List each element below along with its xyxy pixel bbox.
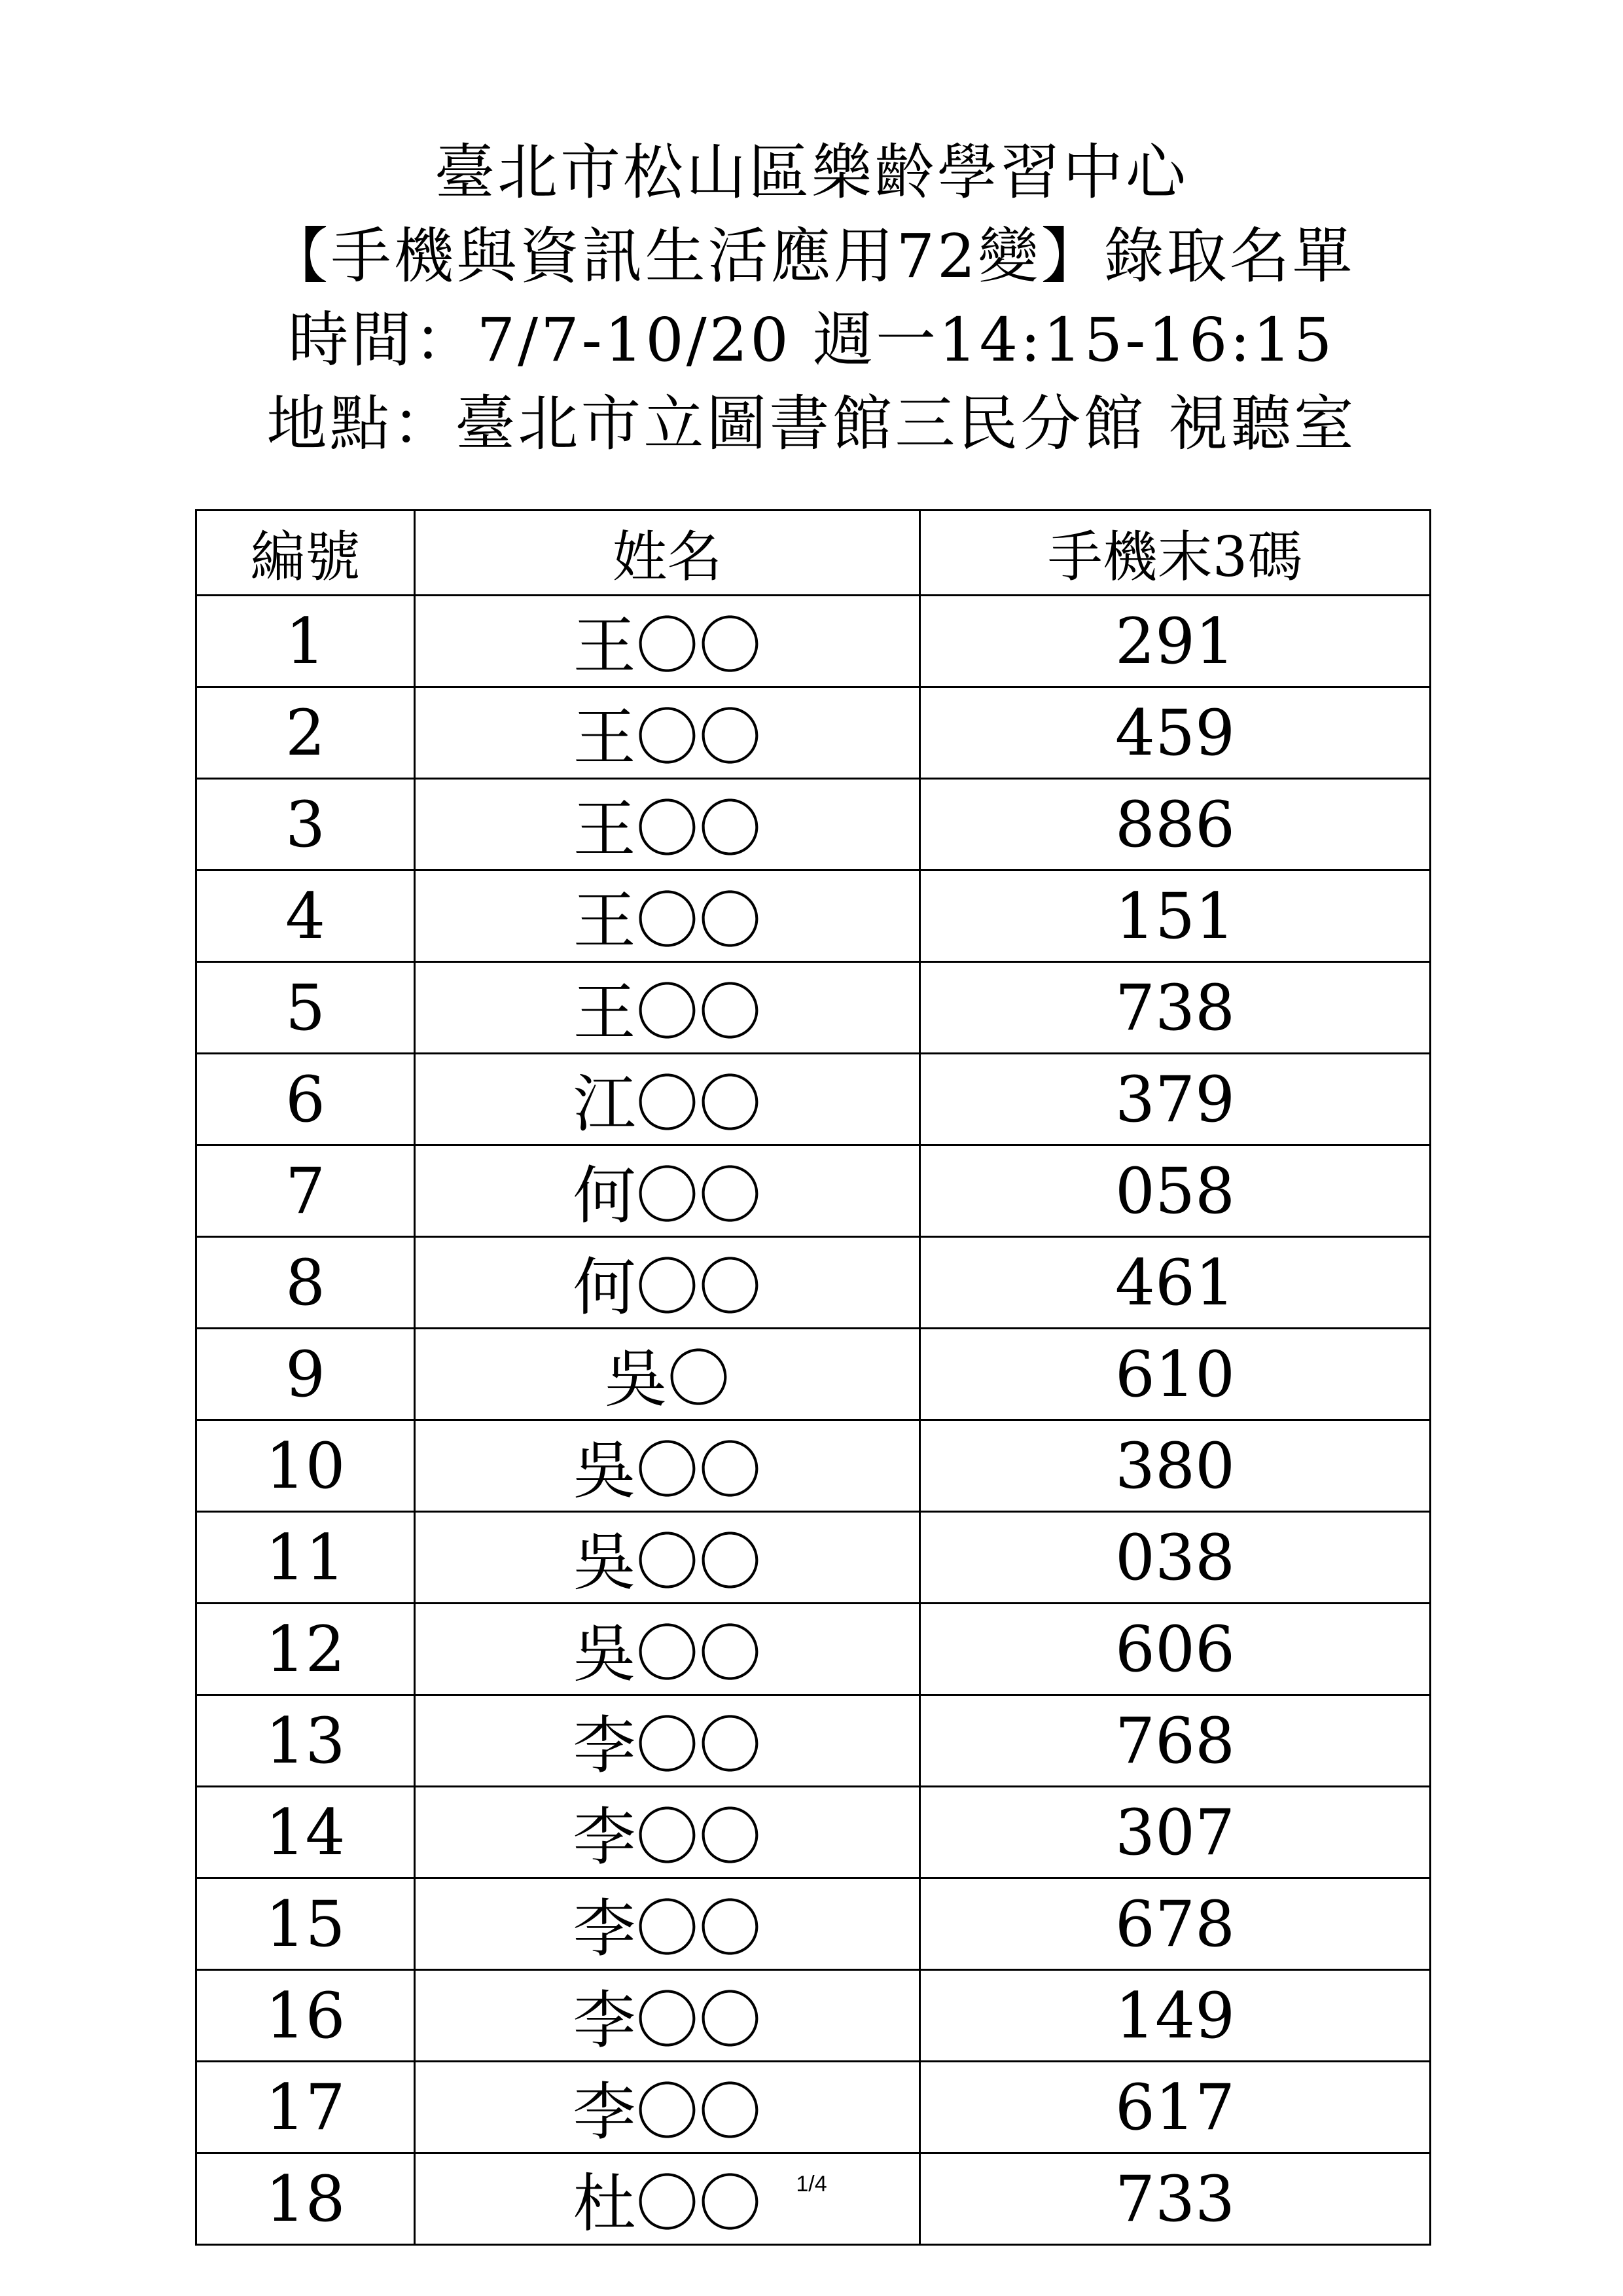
- cell-phone-last3: 038: [920, 1512, 1431, 1604]
- table-row: [196, 1695, 1431, 1787]
- cell-number: 11: [196, 1512, 415, 1604]
- cell-number: 12: [196, 1604, 415, 1695]
- cell-number: 18: [196, 2153, 415, 2245]
- cell-phone-last3: 610: [920, 1329, 1431, 1420]
- cell-number: 13: [196, 1695, 415, 1787]
- cell-phone-last3: 380: [920, 1420, 1431, 1512]
- cell-phone-last3: 768: [920, 1695, 1431, 1787]
- cell-name: 吳〇: [415, 1329, 920, 1420]
- cell-name: 王〇〇: [415, 687, 920, 779]
- cell-name: 李〇〇: [415, 1878, 920, 1970]
- table-row: [196, 1054, 1431, 1145]
- organization-title: 臺北市松山區樂齡學習中心: [434, 137, 1188, 207]
- table-row: [196, 687, 1431, 779]
- cell-number: 4: [196, 870, 415, 962]
- cell-name: 王〇〇: [415, 962, 920, 1054]
- cell-number: 15: [196, 1878, 415, 1970]
- cell-number: 2: [196, 687, 415, 779]
- cell-name: 王〇〇: [415, 779, 920, 870]
- cell-number: 7: [196, 1145, 415, 1237]
- location-line: 地點：臺北市立圖書館三民分館 視聽室: [266, 389, 1357, 459]
- cell-name: 吳〇〇: [415, 1604, 920, 1695]
- cell-phone-last3: 151: [920, 870, 1431, 962]
- cell-number: 8: [196, 1237, 415, 1329]
- cell-number: 9: [196, 1329, 415, 1420]
- table-row: [196, 1787, 1431, 1878]
- list-title: 【手機與資訊生活應用72變】錄取名單: [268, 221, 1355, 291]
- table-row: [196, 1420, 1431, 1512]
- cell-phone-last3: 058: [920, 1145, 1431, 1237]
- cell-number: 10: [196, 1420, 415, 1512]
- cell-phone-last3: 617: [920, 2062, 1431, 2153]
- cell-name: 王〇〇: [415, 870, 920, 962]
- table-row: [196, 1512, 1431, 1604]
- table-header-row: [196, 511, 1431, 596]
- column-header-number: 編號: [196, 511, 415, 596]
- cell-name: 何〇〇: [415, 1145, 920, 1237]
- table-row: [196, 1878, 1431, 1970]
- cell-phone-last3: 886: [920, 779, 1431, 870]
- table-row: [196, 2153, 1431, 2245]
- table-row: [196, 1604, 1431, 1695]
- cell-name: 李〇〇: [415, 2062, 920, 2153]
- cell-phone-last3: 678: [920, 1878, 1431, 1970]
- cell-name: 王〇〇: [415, 596, 920, 687]
- column-header-name: 姓名: [415, 511, 920, 596]
- cell-number: 16: [196, 1970, 415, 2062]
- cell-phone-last3: 738: [920, 962, 1431, 1054]
- document-header: [0, 131, 1623, 466]
- cell-phone-last3: 461: [920, 1237, 1431, 1329]
- cell-name: 李〇〇: [415, 1787, 920, 1878]
- cell-phone-last3: 606: [920, 1604, 1431, 1695]
- page-number: 1/4: [796, 2172, 827, 2197]
- table-row: [196, 1970, 1431, 2062]
- cell-name: 吳〇〇: [415, 1420, 920, 1512]
- cell-number: 5: [196, 962, 415, 1054]
- cell-number: 6: [196, 1054, 415, 1145]
- table-row: [196, 870, 1431, 962]
- cell-phone-last3: 733: [920, 2153, 1431, 2245]
- table-row: [196, 1145, 1431, 1237]
- table-row: [196, 596, 1431, 687]
- table-row: [196, 962, 1431, 1054]
- cell-number: 3: [196, 779, 415, 870]
- cell-name: 李〇〇: [415, 1970, 920, 2062]
- table-row: [196, 1329, 1431, 1420]
- schedule-line: 時間：7/7-10/20 週一14:15-16:15: [288, 305, 1335, 375]
- cell-phone-last3: 149: [920, 1970, 1431, 2062]
- table-row: [196, 2062, 1431, 2153]
- admission-list-table: [195, 509, 1431, 2246]
- cell-phone-last3: 459: [920, 687, 1431, 779]
- cell-number: 14: [196, 1787, 415, 1878]
- cell-phone-last3: 291: [920, 596, 1431, 687]
- column-header-phone: 手機末3碼: [920, 511, 1431, 596]
- cell-phone-last3: 379: [920, 1054, 1431, 1145]
- table-row: [196, 779, 1431, 870]
- cell-name: 吳〇〇: [415, 1512, 920, 1604]
- cell-name: 杜〇〇: [415, 2153, 920, 2245]
- cell-phone-last3: 307: [920, 1787, 1431, 1878]
- cell-name: 何〇〇: [415, 1237, 920, 1329]
- cell-name: 江〇〇: [415, 1054, 920, 1145]
- table-row: [196, 1237, 1431, 1329]
- cell-number: 17: [196, 2062, 415, 2153]
- cell-name: 李〇〇: [415, 1695, 920, 1787]
- cell-number: 1: [196, 596, 415, 687]
